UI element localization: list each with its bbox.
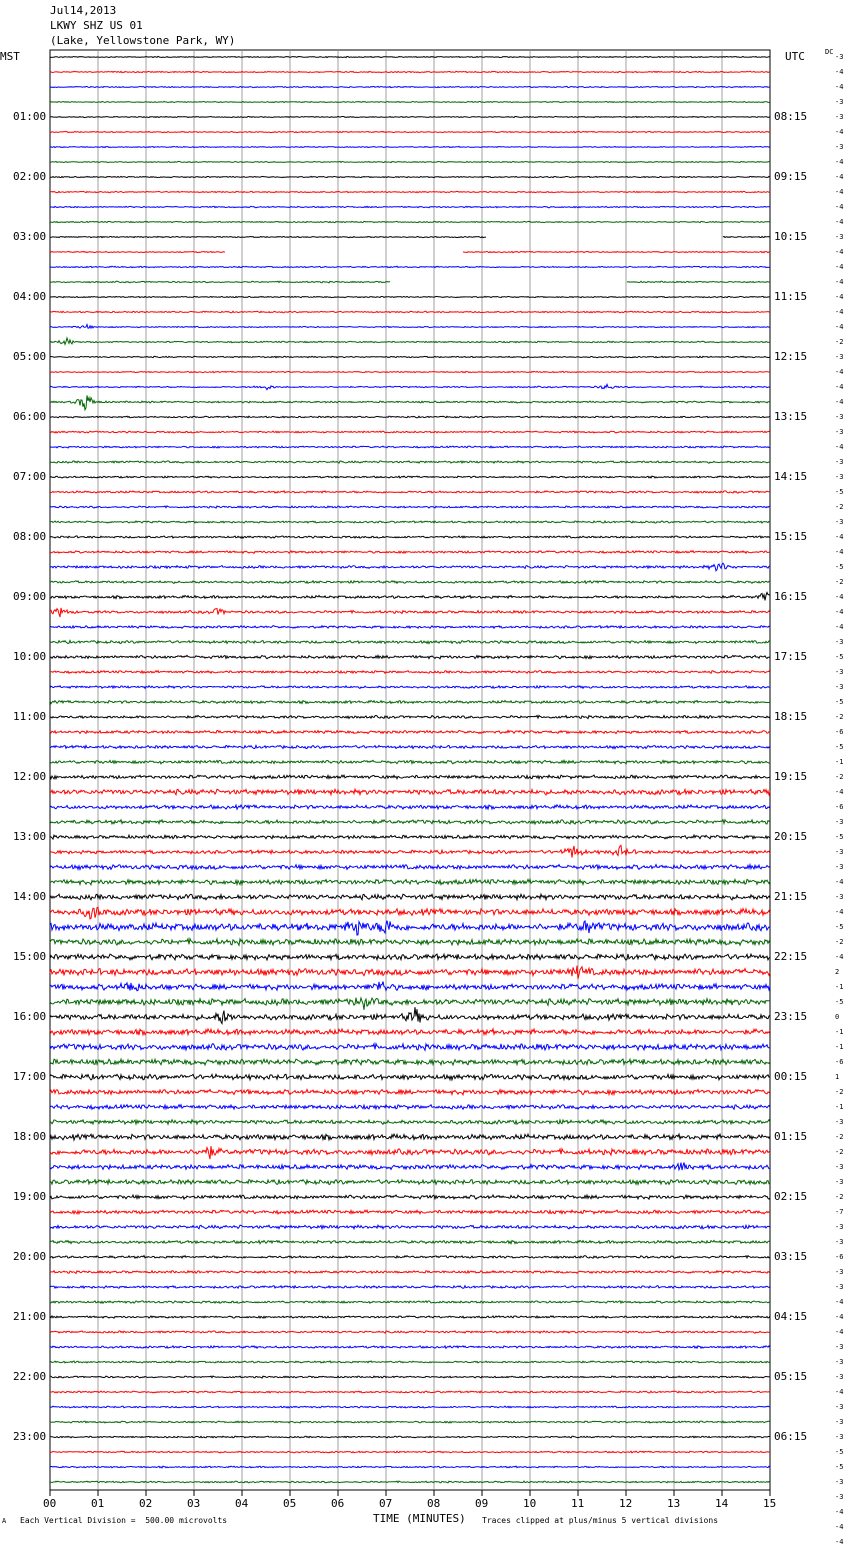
seismic-trace (50, 1421, 770, 1423)
dc-offset-label: -6 (835, 728, 844, 736)
seismic-trace (50, 1225, 770, 1229)
seismic-trace (50, 820, 770, 824)
dc-offset-label: -3 (835, 353, 844, 361)
seismic-trace (50, 730, 770, 733)
dc-offset-label: -3 (835, 458, 844, 466)
seismic-trace (50, 1436, 770, 1438)
seismic-trace (50, 671, 770, 674)
seismic-trace (50, 1481, 770, 1483)
seismic-trace (50, 71, 770, 72)
seismic-trace (50, 805, 770, 809)
seismic-trace (50, 592, 770, 600)
dc-offset-label: -3 (835, 638, 844, 646)
dc-offset-label: -3 (835, 518, 844, 526)
right-hour-label: 23:15 (774, 1010, 808, 1023)
x-tick-label: 04 (235, 1497, 249, 1510)
dc-offset-label: -6 (835, 1253, 844, 1261)
left-hour-label: 19:00 (13, 1190, 47, 1203)
seismic-trace (50, 1361, 770, 1363)
corner-mark: A (2, 1517, 7, 1525)
dc-offset-label: -3 (835, 893, 844, 901)
dc-offset-label: -2 (835, 773, 844, 781)
seismic-trace (50, 1059, 770, 1065)
dc-offset-label: -7 (835, 1208, 844, 1216)
right-hour-label: 00:15 (774, 1070, 808, 1083)
left-timezone-label: MST (0, 50, 20, 63)
dc-offset-label: -5 (835, 1463, 844, 1471)
seismic-trace (50, 551, 770, 554)
seismic-trace (50, 1163, 770, 1171)
seismic-trace (50, 1391, 770, 1393)
station-location: (Lake, Yellowstone Park, WY) (50, 34, 236, 47)
seismic-trace (50, 1406, 770, 1408)
seismic-trace (50, 338, 770, 344)
dc-offset-label: -3 (835, 683, 844, 691)
left-hour-label: 13:00 (13, 830, 47, 843)
seismic-trace (50, 506, 770, 508)
right-hour-label: 01:15 (774, 1130, 808, 1143)
seismic-trace (50, 161, 770, 162)
dc-offset-label: -4 (835, 533, 844, 541)
dc-offset-label: -4 (835, 788, 844, 796)
dc-offset-header: DC (825, 48, 834, 56)
seismic-trace (50, 146, 770, 147)
right-hour-label: 09:15 (774, 170, 808, 183)
dc-offset-label: -3 (835, 53, 844, 61)
seismic-trace (50, 715, 770, 718)
x-tick-label: 14 (715, 1497, 729, 1510)
dc-offset-label: -4 (835, 203, 844, 211)
seismic-trace (50, 939, 770, 946)
dc-offset-label: -4 (835, 1313, 844, 1321)
seismic-trace (50, 431, 770, 433)
dc-offset-label: -5 (835, 653, 844, 661)
seismic-trace (50, 221, 770, 222)
dc-offset-label: -2 (835, 1193, 844, 1201)
left-hour-label: 18:00 (13, 1130, 47, 1143)
clip-note: Traces clipped at plus/minus 5 vertical divisions (482, 1516, 719, 1525)
dc-offset-label: -3 (835, 1433, 844, 1441)
right-hour-label: 16:15 (774, 590, 808, 603)
dc-offset-label: -3 (835, 1268, 844, 1276)
dc-offset-label: -3 (835, 1373, 844, 1381)
seismic-trace (50, 356, 770, 358)
right-hour-label: 08:15 (774, 110, 808, 123)
seismic-trace (50, 1376, 770, 1378)
dc-offset-label: -3 (835, 113, 844, 121)
dc-offset-label: -1 (835, 758, 844, 766)
seismic-trace (50, 206, 770, 208)
dc-offset-label: -2 (835, 338, 844, 346)
dc-offset-label: -3 (835, 1223, 844, 1231)
seismic-trace (50, 907, 770, 919)
seismic-trace (50, 371, 770, 372)
left-hour-label: 12:00 (13, 770, 47, 783)
right-timezone-label: UTC (785, 50, 805, 63)
dc-offset-label: -5 (835, 923, 844, 931)
dc-offset-label: -2 (835, 1133, 844, 1141)
seismic-trace (50, 476, 770, 478)
seismic-trace (50, 655, 770, 658)
left-hour-label: 20:00 (13, 1250, 47, 1263)
scale-note: Each Vertical Division = 500.00 microvolts (20, 1516, 228, 1525)
seismic-trace (50, 1331, 770, 1333)
seismic-trace (50, 395, 770, 409)
seismic-trace (50, 835, 770, 839)
dc-offset-label: -4 (835, 248, 844, 256)
seismic-trace (50, 1105, 770, 1110)
seismic-trace (50, 982, 770, 991)
x-tick-label: 03 (187, 1497, 201, 1510)
left-hour-label: 08:00 (13, 530, 47, 543)
right-hour-label: 06:15 (774, 1430, 808, 1443)
right-hour-label: 15:15 (774, 530, 808, 543)
dc-offset-label: -4 (835, 128, 844, 136)
dc-offset-label: -2 (835, 938, 844, 946)
dc-offset-label: -3 (835, 233, 844, 241)
dc-offset-label: -5 (835, 488, 844, 496)
dc-offset-label: -5 (835, 833, 844, 841)
seismic-trace (50, 1256, 770, 1259)
x-tick-label: 02 (139, 1497, 153, 1510)
seismic-trace (50, 191, 770, 192)
dc-offset-label: -3 (835, 1343, 844, 1351)
seismic-trace (50, 1029, 770, 1035)
station-code: LKWY SHZ US 01 (50, 19, 143, 32)
dc-offset-label: -2 (835, 503, 844, 511)
x-tick-label: 08 (427, 1497, 441, 1510)
seismic-trace (50, 1301, 770, 1303)
seismic-trace (50, 311, 770, 313)
seismic-trace (50, 1286, 770, 1289)
seismic-trace (50, 1466, 770, 1468)
dc-offset-label: -4 (835, 1538, 844, 1546)
dc-offset-label: -3 (835, 413, 844, 421)
seismic-trace (50, 608, 770, 617)
seismic-trace (50, 1316, 770, 1318)
right-hour-label: 21:15 (774, 890, 808, 903)
dc-offset-label: -5 (835, 743, 844, 751)
x-tick-label: 12 (619, 1497, 633, 1510)
left-hour-label: 17:00 (13, 1070, 47, 1083)
seismic-trace (50, 894, 770, 900)
dc-offset-label: -3 (835, 428, 844, 436)
seismic-trace (50, 116, 770, 117)
left-hour-label: 10:00 (13, 650, 47, 663)
x-tick-label: 05 (283, 1497, 297, 1510)
right-hour-label: 13:15 (774, 410, 808, 423)
seismic-trace (50, 1007, 770, 1023)
dc-offset-label: -3 (835, 1238, 844, 1246)
dc-offset-label: -2 (835, 713, 844, 721)
seismic-trace (50, 1240, 770, 1243)
dc-offset-label: -4 (835, 878, 844, 886)
dc-offset-label: -5 (835, 998, 844, 1006)
dc-offset-label: -4 (835, 593, 844, 601)
dc-offset-label: 0 (835, 1013, 840, 1021)
dc-offset-label: -4 (835, 908, 844, 916)
seismic-trace (50, 760, 770, 764)
dc-offset-label: -4 (835, 443, 844, 451)
seismic-trace (50, 686, 770, 689)
dc-offset-label: -4 (835, 1523, 844, 1531)
x-tick-label: 09 (475, 1497, 489, 1510)
right-hour-label: 14:15 (774, 470, 808, 483)
dc-offset-label: -4 (835, 548, 844, 556)
seismic-trace (50, 176, 770, 177)
x-tick-label: 00 (43, 1497, 57, 1510)
seismic-trace (50, 921, 770, 935)
left-hour-label: 15:00 (13, 950, 47, 963)
right-hour-label: 05:15 (774, 1370, 808, 1383)
left-hour-label: 16:00 (13, 1010, 47, 1023)
left-hour-label: 01:00 (13, 110, 47, 123)
seismic-trace (50, 1451, 770, 1453)
dc-offset-label: -4 (835, 368, 844, 376)
dc-offset-label: -2 (835, 1088, 844, 1096)
seismic-trace (50, 1271, 770, 1274)
dc-offset-label: -3 (835, 863, 844, 871)
dc-offset-label: -3 (835, 1418, 844, 1426)
left-hour-label: 09:00 (13, 590, 47, 603)
seismic-trace (50, 296, 770, 297)
left-hour-label: 11:00 (13, 710, 47, 723)
right-hour-label: 20:15 (774, 830, 808, 843)
seismic-trace (50, 626, 770, 629)
right-hour-label: 02:15 (774, 1190, 808, 1203)
seismic-trace (50, 701, 770, 704)
seismic-trace (50, 1146, 770, 1159)
seismic-trace (50, 1346, 770, 1349)
seismic-trace (50, 521, 770, 523)
seismic-trace (50, 491, 770, 493)
seismic-trace (50, 1180, 770, 1185)
seismic-trace (50, 1074, 770, 1080)
seismic-trace (50, 101, 770, 102)
dc-offset-label: -3 (835, 1358, 844, 1366)
seismic-trace (50, 789, 770, 795)
seismic-trace (50, 1210, 770, 1214)
x-tick-label: 07 (379, 1497, 393, 1510)
seismic-trace (50, 266, 770, 268)
seismic-trace (50, 641, 770, 644)
dc-offset-label: -4 (835, 398, 844, 406)
seismic-trace (50, 251, 770, 252)
dc-offset-label: -1 (835, 1103, 844, 1111)
seismic-trace (50, 581, 770, 584)
right-hour-label: 10:15 (774, 230, 808, 243)
dc-offset-label: -4 (835, 83, 844, 91)
dc-offset-label: -3 (835, 1178, 844, 1186)
x-tick-label: 15 (763, 1497, 777, 1510)
x-tick-label: 01 (91, 1497, 105, 1510)
plot-frame (50, 50, 770, 1490)
left-hour-label: 04:00 (13, 290, 47, 303)
dc-offset-label: -3 (835, 1403, 844, 1411)
right-hour-label: 18:15 (774, 710, 808, 723)
dc-offset-label: -4 (835, 263, 844, 271)
dc-offset-label: -4 (835, 278, 844, 286)
left-hour-label: 14:00 (13, 890, 47, 903)
right-hour-label: 03:15 (774, 1250, 808, 1263)
dc-offset-label: -1 (835, 1028, 844, 1036)
dc-offset-label: -5 (835, 563, 844, 571)
seismic-trace (50, 1134, 770, 1140)
dc-offset-label: -3 (835, 1118, 844, 1126)
dc-offset-label: -3 (835, 1493, 844, 1501)
seismic-trace (50, 966, 770, 979)
plot-date: Jul14,2013 (50, 4, 117, 17)
dc-offset-label: -4 (835, 188, 844, 196)
seismic-trace (50, 281, 770, 283)
dc-offset-label: -4 (835, 623, 844, 631)
right-hour-label: 04:15 (774, 1310, 808, 1323)
seismic-trace (50, 461, 770, 463)
seismic-trace (50, 775, 770, 779)
dc-offset-label: -3 (835, 1478, 844, 1486)
seismic-trace (50, 954, 770, 960)
dc-offset-label: -4 (835, 173, 844, 181)
dc-offset-label: -4 (835, 1328, 844, 1336)
seismic-trace (50, 1044, 770, 1051)
right-hour-label: 11:15 (774, 290, 808, 303)
seismic-trace (50, 563, 770, 571)
dc-offset-label: -4 (835, 68, 844, 76)
left-hour-label: 02:00 (13, 170, 47, 183)
seismic-trace (50, 416, 770, 418)
dc-offset-label: -1 (835, 1043, 844, 1051)
seismic-trace (50, 446, 770, 448)
dc-offset-label: -5 (835, 1448, 844, 1456)
dc-offset-label: -1 (835, 983, 844, 991)
left-hour-label: 22:00 (13, 1370, 47, 1383)
dc-offset-label: 2 (835, 968, 840, 976)
seismic-trace (50, 845, 770, 857)
x-tick-label: 11 (571, 1497, 585, 1510)
dc-offset-label: -4 (835, 383, 844, 391)
x-tick-label: 06 (331, 1497, 345, 1510)
dc-offset-label: -4 (835, 1508, 844, 1516)
dc-offset-label: -3 (835, 848, 844, 856)
x-axis-label: TIME (MINUTES) (373, 1512, 466, 1525)
dc-offset-label: -4 (835, 1298, 844, 1306)
seismic-trace (50, 384, 770, 389)
dc-offset-label: -4 (835, 158, 844, 166)
seismic-trace (50, 131, 770, 132)
seismic-trace (50, 879, 770, 885)
dc-offset-label: -4 (835, 953, 844, 961)
seismic-trace (50, 236, 770, 237)
right-hour-label: 22:15 (774, 950, 808, 963)
dc-offset-label: -6 (835, 1058, 844, 1066)
dc-offset-label: -3 (835, 473, 844, 481)
dc-offset-label: -4 (835, 308, 844, 316)
left-hour-label: 05:00 (13, 350, 47, 363)
left-hour-label: 06:00 (13, 410, 47, 423)
dc-offset-label: -5 (835, 698, 844, 706)
dc-offset-label: -2 (835, 1148, 844, 1156)
x-tick-label: 13 (667, 1497, 681, 1510)
dc-offset-label: -4 (835, 1388, 844, 1396)
right-hour-label: 12:15 (774, 350, 808, 363)
dc-offset-label: -4 (835, 218, 844, 226)
seismic-trace (50, 86, 770, 87)
x-tick-label: 10 (523, 1497, 537, 1510)
dc-offset-label: -4 (835, 608, 844, 616)
left-hour-label: 03:00 (13, 230, 47, 243)
right-hour-label: 19:15 (774, 770, 808, 783)
seismic-trace (50, 1120, 770, 1125)
seismic-trace (50, 998, 770, 1010)
left-hour-label: 07:00 (13, 470, 47, 483)
seismic-trace (50, 1090, 770, 1095)
seismic-trace (50, 536, 770, 538)
dc-offset-label: -2 (835, 578, 844, 586)
seismic-trace (50, 865, 770, 870)
dc-offset-label: -3 (835, 818, 844, 826)
left-hour-label: 23:00 (13, 1430, 47, 1443)
dc-offset-label: -3 (835, 98, 844, 106)
dc-offset-label: -4 (835, 323, 844, 331)
seismic-trace (50, 56, 770, 57)
dc-offset-label: -3 (835, 1163, 844, 1171)
seismic-trace (50, 745, 770, 748)
dc-offset-label: -3 (835, 1283, 844, 1291)
dc-offset-label: 1 (835, 1073, 840, 1081)
seismic-trace (50, 325, 770, 329)
dc-offset-label: -4 (835, 293, 844, 301)
seismic-trace (50, 1195, 770, 1199)
right-hour-label: 17:15 (774, 650, 808, 663)
dc-offset-label: -6 (835, 803, 844, 811)
left-hour-label: 21:00 (13, 1310, 47, 1323)
dc-offset-label: -3 (835, 143, 844, 151)
dc-offset-label: -3 (835, 668, 844, 676)
